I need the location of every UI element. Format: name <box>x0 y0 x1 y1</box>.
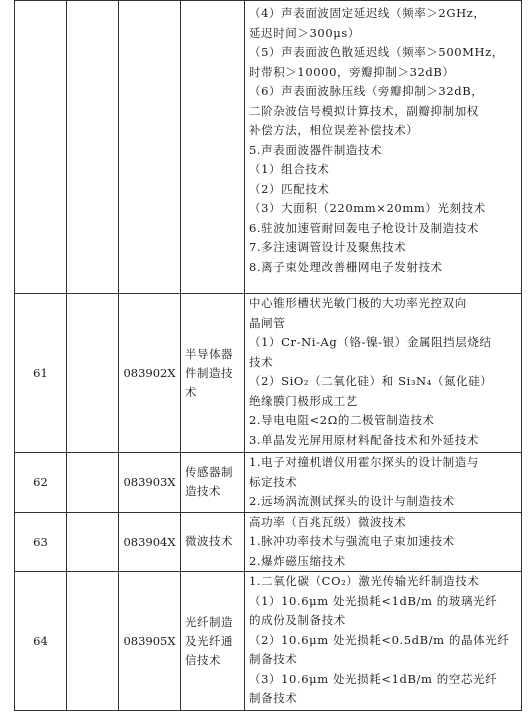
content-line: （4）声表面波固定延迟线（频率＞2GHz， <box>249 6 486 20</box>
tech-code: 083903X <box>119 453 181 513</box>
tech-content <box>245 294 522 453</box>
tech-content <box>245 1 522 294</box>
content-line: 制备技术 <box>249 691 298 705</box>
content-line: 5.声表面波器件制造技术 <box>249 142 383 157</box>
row-number: 61 <box>15 294 67 453</box>
tech-name: 微波技术 <box>181 512 245 572</box>
content-line: （6）声表面波脉压线（旁瓣抑制＞32dB， <box>249 84 484 98</box>
tech-name: 半导体器件制造技术 <box>181 294 245 453</box>
technology-catalog-table <box>14 0 522 711</box>
content-line: （3）10.6μm 处光损耗<1dB/m 的空芯光纤 <box>249 671 498 686</box>
row-number: 62 <box>15 453 67 513</box>
content-line: 绝缘膜门极形成工艺 <box>249 393 358 408</box>
tech-content <box>245 453 522 513</box>
content-line: 3.单晶发光屏用原材料配备技术和外延技术 <box>249 432 479 447</box>
content-line: （5）声表面波色散延迟线（频率＞500MHz， <box>249 45 504 59</box>
content-line: 延迟时间＞300μs） <box>249 25 360 40</box>
category-cell <box>67 572 119 711</box>
content-line: 中心锥形槽状光敏门极的大功率光控双向 <box>249 296 467 310</box>
tech-code: 083905X <box>119 572 181 711</box>
content-line: 标定技术 <box>249 474 298 489</box>
content-line: （2）匹配技术 <box>249 181 330 196</box>
content-line: 高功率（百兆瓦级）微波技术 <box>249 514 407 529</box>
content-line: （3）大面积（220mm×20mm）光刻技术 <box>249 201 486 215</box>
content-line: 2.远场涡流测试探头的设计与制造技术 <box>249 494 455 508</box>
content-line: 制备技术 <box>249 652 298 666</box>
content-line: 2.爆炸磁压缩技术 <box>249 553 346 568</box>
tech-name: 光纤制造及光纤通信技术 <box>181 572 245 711</box>
content-line: （2）SiO₂（二氧化硅）和 Si₃N₄（氮化硅） <box>249 374 493 388</box>
content-line: 2.导电电阻<2Ω的二极管制造技术 <box>249 413 435 427</box>
content-line: 晶闸管 <box>249 315 286 330</box>
content-line: 二阶杂波信号模拟计算技术，副瓣抑制加权 <box>249 103 479 118</box>
table-row <box>15 453 522 513</box>
tech-content <box>245 512 522 572</box>
table-row <box>15 294 522 453</box>
table-row <box>15 1 522 294</box>
content-line: （1）10.6μm 处光损耗<1dB/m 的玻璃光纤 <box>249 593 498 608</box>
tech-name <box>181 1 245 294</box>
row-number: 64 <box>15 572 67 711</box>
content-line: 6.驻波加速管耐回轰电子枪设计及制造技术 <box>249 220 479 235</box>
content-line: 的成份及制备技术 <box>249 613 346 627</box>
tech-code <box>119 1 181 294</box>
table-row <box>15 572 522 711</box>
row-number <box>15 1 67 294</box>
category-cell <box>67 453 119 513</box>
row-number: 63 <box>15 512 67 572</box>
content-line: 补偿方法，相位误差补偿技术） <box>249 123 419 137</box>
table-row <box>15 512 522 572</box>
content-line: 时带积＞10000，旁瓣抑制＞32dB） <box>249 64 455 79</box>
content-line: （1）Cr-Ni-Ag（铬-镍-银）金属阻挡层烧结 <box>249 335 492 349</box>
tech-name: 传感器制造技术 <box>181 453 245 513</box>
tech-code: 083904X <box>119 512 181 572</box>
content-line: 1.脉冲功率技术与强流电子束加速技术 <box>249 534 455 548</box>
category-cell <box>67 512 119 572</box>
content-line: 1.二氧化碳（CO₂）激光传输光纤制造技术 <box>249 574 480 588</box>
content-line: 7.多注速调管设计及聚焦技术 <box>249 240 407 254</box>
content-line: 技术 <box>249 354 274 369</box>
content-line: 8.离子束处理改善栅网电子发射技术 <box>249 259 443 274</box>
category-cell <box>67 1 119 294</box>
tech-code: 083902X <box>119 294 181 453</box>
tech-content <box>245 572 522 711</box>
content-line: （2）10.6μm 处光损耗<0.5dB/m 的晶体光纤 <box>249 632 510 647</box>
content-line: （1）组合技术 <box>249 162 330 176</box>
content-line: 1.电子对撞机谱仪用霍尔探头的设计制造与 <box>249 455 479 469</box>
category-cell <box>67 294 119 453</box>
